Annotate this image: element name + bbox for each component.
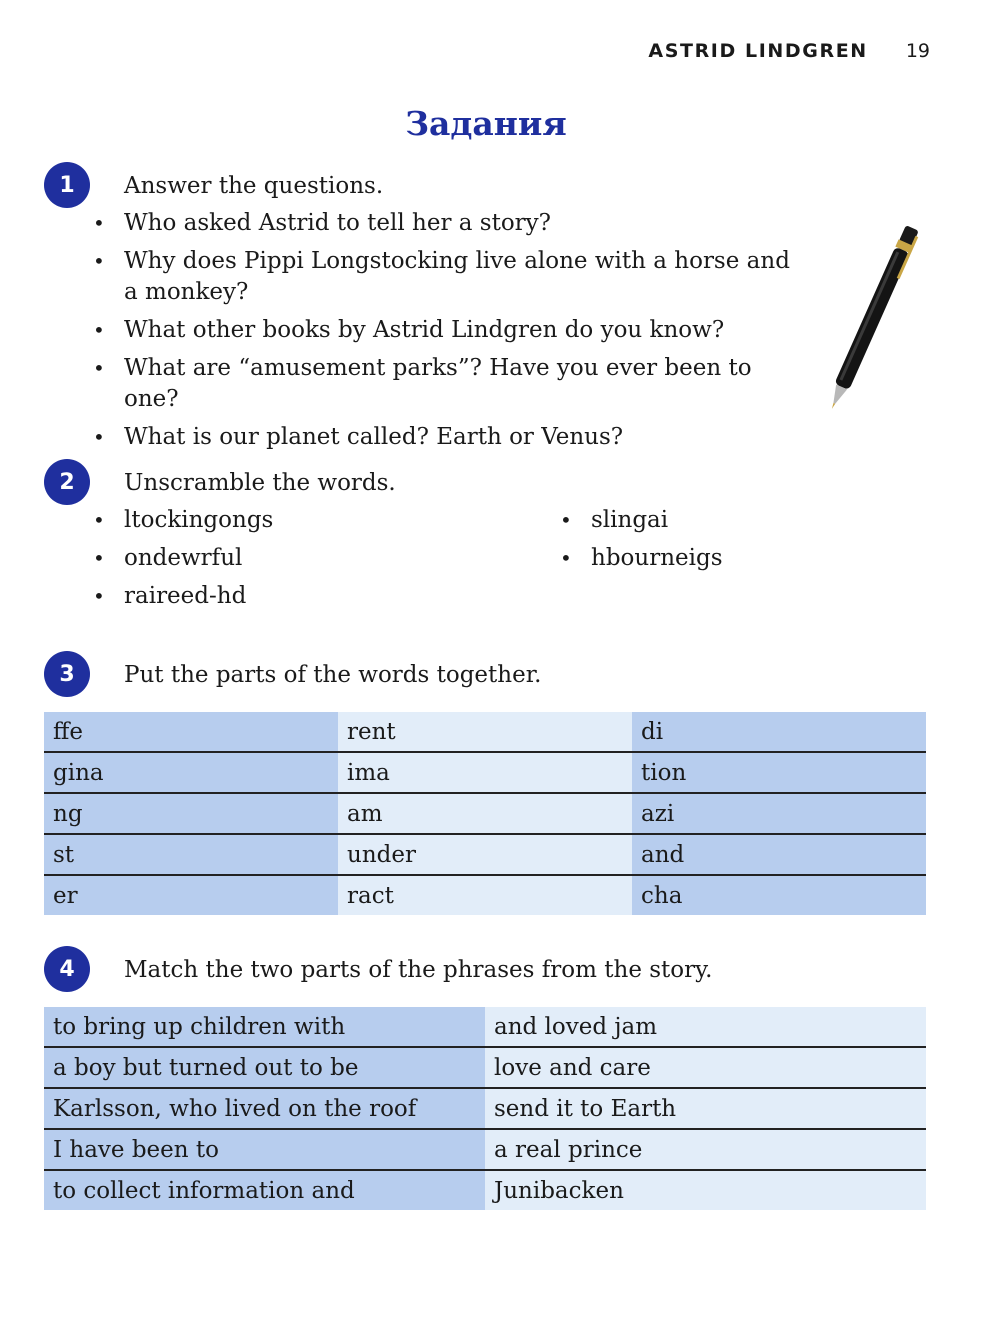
table-cell: ffe: [44, 712, 338, 752]
table-row: [44, 875, 926, 915]
table-cell: to bring up children with: [44, 1007, 485, 1047]
list-item: • slingai: [560, 505, 920, 536]
task-4-badge: 4: [44, 946, 90, 992]
table-cell: cha: [632, 875, 926, 915]
table-row: [44, 834, 926, 875]
list-item: • raireed-hd: [93, 581, 493, 612]
table-cell: under: [338, 834, 632, 875]
phrase-match-table: [44, 1007, 926, 1210]
list-item: • What are “amusement parks”? Have you ever been to one?: [93, 353, 793, 415]
table-cell: azi: [632, 793, 926, 834]
table-row: [44, 1088, 926, 1129]
page-number: 19: [905, 40, 930, 62]
task-1-instruction: Answer the questions.: [124, 173, 384, 199]
task-2-left-list: [93, 505, 493, 619]
task-4-instruction: Match the two parts of the phrases from the story.: [124, 957, 713, 983]
list-item: • What other books by Astrid Lindgren do you know?: [93, 315, 793, 346]
task-2-right-list: [560, 505, 920, 581]
table-cell: send it to Earth: [485, 1088, 926, 1129]
task-3-badge: 3: [44, 651, 90, 697]
table-row: [44, 1007, 926, 1047]
table-cell: I have been to: [44, 1129, 485, 1170]
pen-icon: [820, 212, 930, 412]
table-row: [44, 793, 926, 834]
list-item: • What is our planet called? Earth or Venus?: [93, 422, 793, 453]
table-cell: and: [632, 834, 926, 875]
task-2-instruction: Unscramble the words.: [124, 470, 396, 496]
table-cell: ima: [338, 752, 632, 793]
table-cell: tion: [632, 752, 926, 793]
table-cell: and loved jam: [485, 1007, 926, 1047]
running-head: [600, 40, 930, 62]
table-cell: am: [338, 793, 632, 834]
table-cell: ract: [338, 875, 632, 915]
table-cell: ng: [44, 793, 338, 834]
table-cell: di: [632, 712, 926, 752]
table-cell: a real prince: [485, 1129, 926, 1170]
list-item: • hbourneigs: [560, 543, 920, 574]
table-cell: a boy but turned out to be: [44, 1047, 485, 1088]
table-row: [44, 1129, 926, 1170]
table-cell: love and care: [485, 1047, 926, 1088]
table-cell: Karlsson, who lived on the roof: [44, 1088, 485, 1129]
table-row: [44, 1047, 926, 1088]
task-3-instruction: Put the parts of the words together.: [124, 662, 542, 688]
table-cell: st: [44, 834, 338, 875]
table-cell: to collect information and: [44, 1170, 485, 1210]
table-cell: rent: [338, 712, 632, 752]
table-cell: gina: [44, 752, 338, 793]
table-row: [44, 712, 926, 752]
table-cell: Junibacken: [485, 1170, 926, 1210]
word-parts-table: [44, 712, 926, 915]
table-row: [44, 752, 926, 793]
task-1-question-list: [93, 208, 793, 460]
task-2-badge: 2: [44, 459, 90, 505]
table-row: [44, 1170, 926, 1210]
list-item: • ltockingongs: [93, 505, 493, 536]
list-item: • ondewrful: [93, 543, 493, 574]
list-item: • Why does Pippi Longstocking live alone with a horse and a monkey?: [93, 246, 793, 308]
running-head-author: ASTRID LINDGREN: [648, 40, 868, 62]
list-item: • Who asked Astrid to tell her a story?: [93, 208, 793, 239]
task-1-badge: 1: [44, 162, 90, 208]
page-title: Задания: [405, 104, 567, 143]
table-cell: er: [44, 875, 338, 915]
